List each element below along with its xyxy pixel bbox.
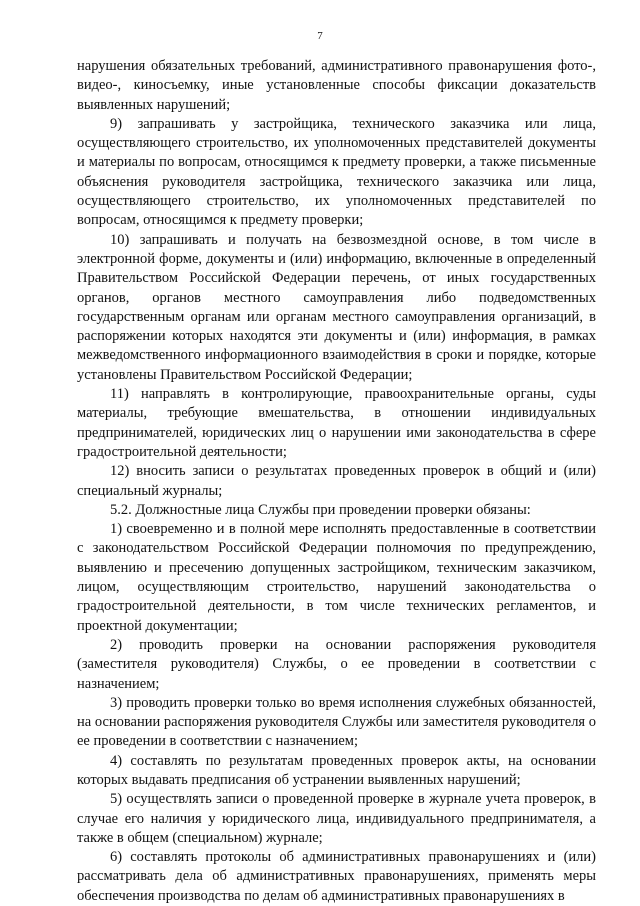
page-number: 7: [317, 30, 323, 42]
paragraph-item-9: 9) запрашивать у застройщика, технического заказчика или лица, осуществляющего строительство, их уполномоченных представителей документы и материалы по вопросам, относящимся к предмету проверки, а также письменные объяснения руководителя застройщика, технического заказчика или лица, осуществляющего строительство, их уполномоченных представителей по вопросам, относящимся к предмету проверки;: [77, 115, 596, 229]
paragraph-duty-2: 2) проводить проверки на основании распоряжения руководителя (заместителя руководителя) Службы, о ее проведении в соответствии с назначением;: [77, 636, 596, 692]
section-heading-5-2: 5.2. Должностные лица Службы при проведении проверки обязаны:: [110, 501, 531, 518]
paragraph-item-10: 10) запрашивать и получать на безвозмездной основе, в том числе в электронной форме, документы и (или) информацию, включенные в определенный Правительством Российской Федерации перечень, от иных государственных органов, органов местного самоуправления либо подведомственных государственным органам или органам местного самоуправления организаций, в распоряжении которых находятся эти документы и (или) информация, в рамках межведомственного информационного взаимодействия в сроки и порядке, которые установлены Правительством Российской Федерации;: [77, 231, 596, 383]
paragraph-duty-5: 5) осуществлять записи о проведенной проверке в журнале учета проверок, в случае его наличия у юридического лица, индивидуального предпринимателя, а также в общем (специальном) журнале;: [77, 791, 596, 846]
paragraph-duty-4: 4) составлять по результатам проведенных проверок акты, на основании которых выдавать предписания об устранении выявленных нарушений;: [77, 752, 596, 788]
paragraph-duty-1: 1) своевременно и в полной мере исполнять предоставленные в соответствии с законодательством Российской Федерации полномочия по предупреждению, выявлению и пресечению допущенных застройщиком, техническим заказчиком, лицом, осуществляющим строительство, нарушений законодательства о градостроительной деятельности, в том числе технических регламентов, и проектной документации;: [77, 521, 596, 634]
paragraph-item-12: 12) вносить записи о результатах проведенных проверок в общий и (или) специальный журналы;: [77, 463, 596, 499]
paragraph-continuation: нарушения обязательных требований, административного правонарушения фото-, видео-, киносъемку, иные установленные способы фиксации доказательств выявленных нарушений;: [77, 58, 596, 113]
paragraph-duty-6: 6) составлять протоколы об административных правонарушениях и (или) рассматривать дела об административных правонарушениях, применять меры обеспечения производства по делам об административных правонарушениях в: [77, 849, 596, 904]
paragraph-duty-3: 3) проводить проверки только во время исполнения служебных обязанностей, на основании распоряжения руководителя Службы или заместителя руководителя о ее проведении в соответствии с назначением;: [77, 694, 596, 750]
paragraph-item-11: 11) направлять в контролирующие, правоохранительные органы, суды материалы, требующие вмешательства, в отношении индивидуальных предпринимателей, юридических лиц о нарушении ими законодательства в сфере градостроительной деятельности;: [77, 386, 596, 460]
document-body: [77, 57, 596, 906]
